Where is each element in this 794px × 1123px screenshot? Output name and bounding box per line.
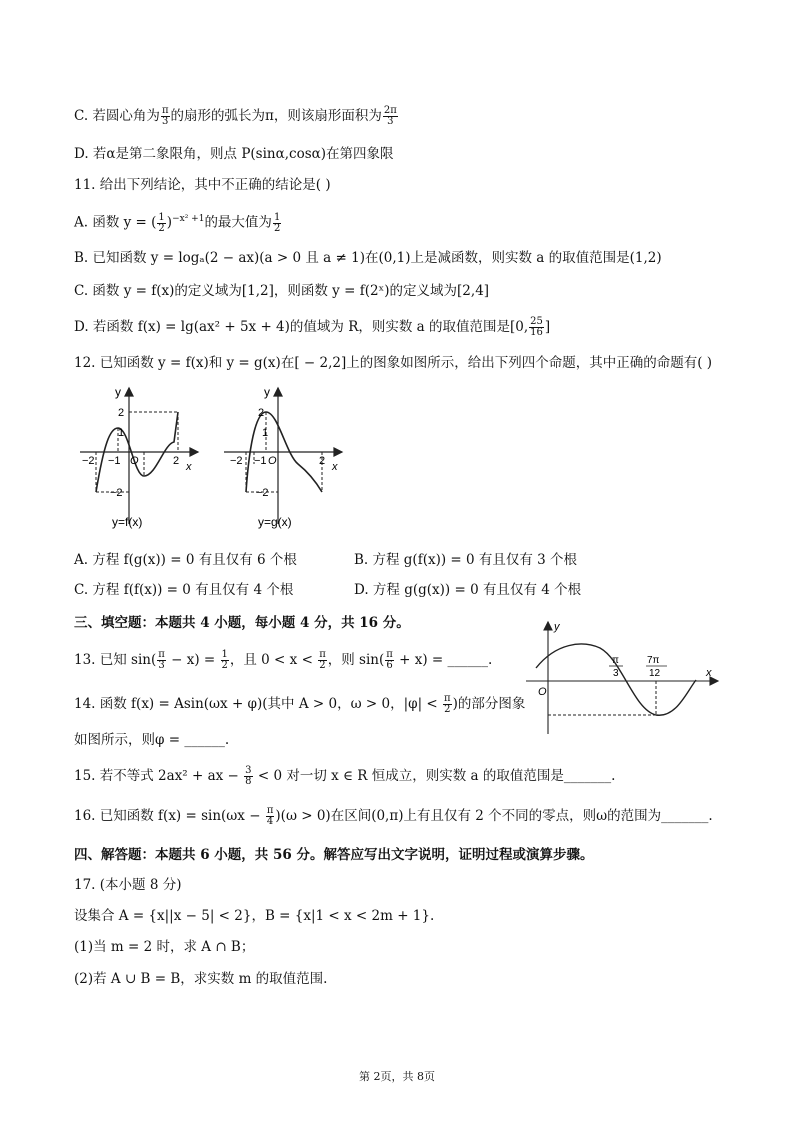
q11-option-c: C. 函数 y = f(x)的定义域为[1,2]，则函数 y = f(2ˣ)的定义域为[2,4] xyxy=(74,283,490,299)
x-axis-arrow-icon xyxy=(334,448,342,456)
q17-heading: 17. (本小题 8 分) xyxy=(74,877,182,893)
origin-label: O xyxy=(538,686,547,698)
q10-option-c: C. 若圆心角为 $\frac{\pi}{3}$ 的扇形的弧长为π，则该扇形面积为 $\frac{2\pi}{3}$ xyxy=(74,105,397,127)
graph-g xyxy=(218,384,348,534)
sine-graph xyxy=(526,618,724,738)
q12-option-b: B. 方程 g(f(x)) = 0 有且仅有 3 个根 xyxy=(354,552,578,568)
graph-f-caption: y=f(x) xyxy=(112,515,143,529)
tick-2-x: 2 xyxy=(173,455,180,467)
section-4-heading: 四、解答题：本题共 6 小题，共 56 分。解答应写出文字说明，证明过程或演算步骤。 xyxy=(74,847,594,863)
axis-x-label: x xyxy=(186,461,192,473)
tick-neg2: −2 xyxy=(230,455,243,467)
q11-option-b: B. 已知函数 y = logₐ(2 − ax)(a > 0 且 a ≠ 1)在(0,1)上是减函数，则实数 a 的取值范围是(1,2) xyxy=(74,250,662,266)
q17-part-1: (1)当 m = 2 时，求 A ∩ B； xyxy=(74,939,255,955)
q14-line1: 14. 函数 f(x) = Asin(ωx + φ)(其中 A > 0，ω > 0，|φ| < $\frac{\pi}{2}$ )的部分图象 xyxy=(74,693,526,715)
axis-y-label: y xyxy=(554,621,560,633)
q12-option-a: A. 方程 f(g(x)) = 0 有且仅有 6 个根 xyxy=(74,552,297,568)
q15: 15. 若不等式 2ax² + ax − $\frac{3}{8}$ < 0 对一切 x ∈ R 恒成立，则实数 a 的取值范围是_______. xyxy=(74,765,616,787)
tick-1: 1 xyxy=(118,427,125,439)
tick-2: 2 xyxy=(258,407,265,419)
q17-part-2: (2)若 A ∪ B = B，求实数 m 的取值范围. xyxy=(74,971,328,987)
y-axis-arrow-icon xyxy=(274,388,282,396)
y-axis-arrow-icon xyxy=(125,388,133,396)
q10-option-d: D. 若α是第二象限角，则点 P(sinα,cosα)在第四象限 xyxy=(74,146,394,162)
q14-line2: 如图所示，则φ = ______. xyxy=(74,732,230,748)
origin-label: O xyxy=(268,455,277,467)
x-axis-arrow-icon xyxy=(190,448,198,456)
axis-x-label: x xyxy=(332,461,338,473)
axis-y-label: y xyxy=(115,385,121,399)
graph-f xyxy=(74,384,204,534)
tick-7pi-over-12-den: 12 xyxy=(649,668,661,679)
tick-pi-over-3-den: 3 xyxy=(613,668,619,679)
tick-neg2: −2 xyxy=(82,455,95,467)
section-3-heading: 三、填空题：本题共 4 小题，每小题 4 分，共 16 分。 xyxy=(74,615,410,631)
y-axis-arrow-icon xyxy=(544,622,552,630)
axis-y-label: y xyxy=(264,385,270,399)
q13: 13. 已知 sin( $\frac{\pi}{3}$ − x) = $\frac{1}{2}$ ，且 0 < x < $\frac{\pi}{2}$ ，则 sin( $\frac{\pi}{6}$ + x) = ______. xyxy=(74,649,493,671)
page-footer: 第 2页，共 8页 xyxy=(359,1070,435,1083)
tick-pi-over-3-num: π xyxy=(612,655,619,666)
q11-option-a: A. 函数 y = ( $\frac{1}{2}$ )$^{-x^2 +1}$的最大值为 $\frac{1}{2}$ xyxy=(74,211,281,234)
tick-neg2-y: −2 xyxy=(110,487,123,499)
tick-neg1: −1 xyxy=(108,455,121,467)
axis-x-label: x xyxy=(706,667,712,679)
q16: 16. 已知函数 f(x) = sin(ωx − $\frac{\pi}{4}$ )(ω > 0)在区间(0,π)上有且仅有 2 个不同的零点，则ω的范围为_______. xyxy=(74,805,713,827)
q12-stem: 12. 已知函数 y = f(x)和 y = g(x)在[ − 2,2]上的图象如图所示，给出下列四个命题，其中正确的命题有( ) xyxy=(74,355,713,371)
tick-neg1: −1 xyxy=(254,455,267,467)
origin-label: O xyxy=(130,455,139,467)
tick-1: 1 xyxy=(262,427,269,439)
q11-option-d: D. 若函数 f(x) = lg(ax² + 5x + 4)的值域为 R，则实数 a 的取值范围是[0, $\frac{25}{16}$ ] xyxy=(74,316,551,338)
graph-g-caption: y=g(x) xyxy=(258,515,292,529)
tick-2: 2 xyxy=(118,407,125,419)
q12-option-c: C. 方程 f(f(x)) = 0 有且仅有 4 个根 xyxy=(74,582,294,598)
q11-stem: 11. 给出下列结论，其中不正确的结论是( ) xyxy=(74,177,331,193)
tick-neg2-y: −2 xyxy=(256,487,269,499)
q12-option-d: D. 方程 g(g(x)) = 0 有且仅有 4 个根 xyxy=(354,582,582,598)
tick-2-x: 2 xyxy=(319,455,326,467)
q17-set: 设集合 A = {x||x − 5| < 2}，B = {x|1 < x < 2m + 1}. xyxy=(74,908,435,924)
tick-7pi-over-12-num: 7π xyxy=(647,655,660,666)
